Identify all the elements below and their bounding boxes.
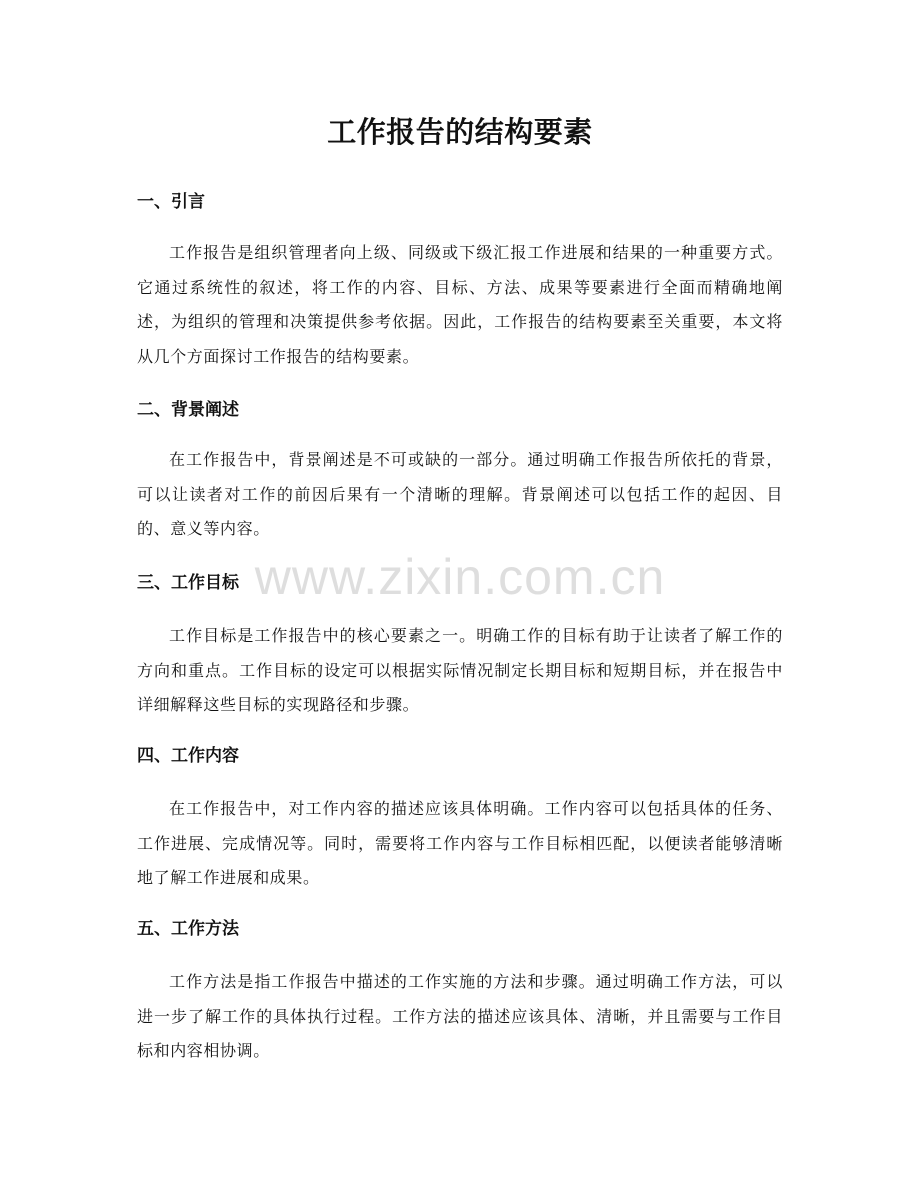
section-body-methods: 工作方法是指工作报告中描述的工作实施的方法和步骤。通过明确工作方法，可以进一步了解工作的具体执行过程。工作方法的描述应该具体、清晰，并且需要与工作目标和内容相协调。 bbox=[137, 972, 783, 1060]
section-body-content: 在工作报告中，对工作内容的描述应该具体明确。工作内容可以包括具体的任务、工作进展、完成情况等。同时，需要将工作内容与工作目标相匹配，以便读者能够清晰地了解工作进展和成果。 bbox=[137, 799, 783, 887]
watermark-text: www.zixin.com.cn bbox=[254, 549, 666, 605]
section-body-introduction: 工作报告是组织管理者向上级、同级或下级汇报工作进展和结果的一种重要方式。它通过系统性的叙述，将工作的内容、目标、方法、成果等要素进行全面而精确地阐述，为组织的管理和决策提供参考依据。因此，工作报告的结构要素至关重要，本文将从几个方面探讨工作报告的结构要素。 bbox=[137, 243, 783, 366]
section-heading-background: 二、背景阐述 bbox=[137, 400, 239, 420]
section-heading-methods: 五、工作方法 bbox=[137, 919, 239, 939]
page-title: 工作报告的结构要素 bbox=[327, 115, 593, 149]
section-heading-goals: 三、工作目标 bbox=[137, 573, 239, 593]
section-body-goals: 工作目标是工作报告中的核心要素之一。明确工作的目标有助于让读者了解工作的方向和重点。工作目标的设定可以根据实际情况制定长期目标和短期目标，并在报告中详细解释这些目标的实现路径和步骤。 bbox=[137, 626, 783, 714]
section-heading-content: 四、工作内容 bbox=[137, 746, 239, 766]
section-body-background: 在工作报告中，背景阐述是不可或缺的一部分。通过明确工作报告所依托的背景，可以让读者对工作的前因后果有一个清晰的理解。背景阐述可以包括工作的起因、目的、意义等内容。 bbox=[137, 450, 783, 538]
section-heading-introduction: 一、引言 bbox=[137, 192, 205, 212]
